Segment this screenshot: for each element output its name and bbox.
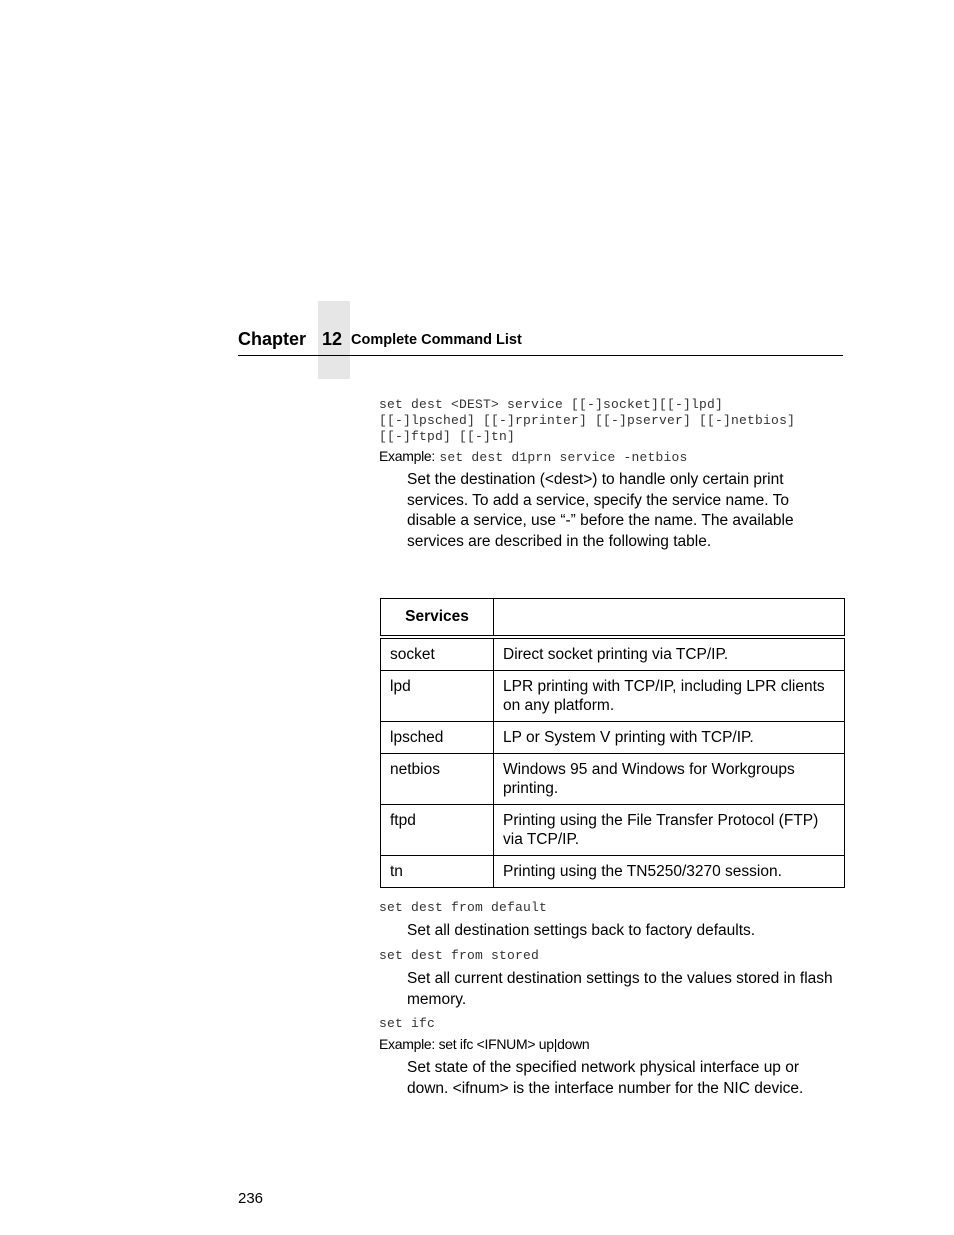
service-name-cell: lpsched <box>381 722 494 754</box>
service-description-cell: Windows 95 and Windows for Workgroups printing. <box>494 754 845 805</box>
service-description-cell: LPR printing with TCP/IP, including LPR clients on any platform. <box>494 671 845 722</box>
ifc-example <box>379 1036 589 1052</box>
chapter-title: Complete Command List <box>351 332 522 348</box>
service-name-cell: lpd <box>381 671 494 722</box>
description-line: services. To add a service, specify the service name. To <box>407 491 789 509</box>
table-row <box>381 722 845 754</box>
services-table <box>380 598 845 888</box>
service-name-cell: netbios <box>381 754 494 805</box>
service-example <box>379 448 687 466</box>
service-command-syntax <box>379 397 795 445</box>
description-line: services are described in the following table. <box>407 532 712 550</box>
service-description-cell: LP or System V printing with TCP/IP. <box>494 722 845 754</box>
default-command-description: Set all destination settings back to factory defaults. <box>407 922 756 939</box>
example-label: Example: <box>379 448 435 464</box>
page-number: 236 <box>238 1190 264 1207</box>
service-description-cell: Direct socket printing via TCP/IP. <box>494 637 845 671</box>
column-header-description <box>494 599 845 638</box>
ifc-command-syntax: set ifc <box>379 1016 436 1031</box>
chapter-number: 12 <box>322 329 343 349</box>
description-line: memory. <box>407 990 467 1008</box>
table-row <box>381 805 845 856</box>
table-row <box>381 671 845 722</box>
table-row <box>381 856 845 888</box>
service-name-cell: tn <box>381 856 494 888</box>
syntax-line: [[-]lpsched] [[-]rprinter] [[-]pserver] [[-]netbios] <box>379 413 796 428</box>
syntax-line: set dest <DEST> service [[-]socket][[-]lpd] <box>379 397 724 412</box>
header-divider <box>238 355 843 356</box>
example-code: set dest d1prn service -netbios <box>439 450 688 465</box>
service-name-cell: ftpd <box>381 805 494 856</box>
ifc-command-description <box>407 1058 803 1099</box>
stored-command-description <box>407 969 833 1010</box>
description-line: Set state of the specified network physical interface up or <box>407 1059 800 1076</box>
table-row <box>381 637 845 671</box>
stored-command-syntax: set dest from stored <box>379 948 540 963</box>
service-description-cell: Printing using the TN5250/3270 session. <box>494 856 845 888</box>
description-line: disable a service, use “-” before the name. The available <box>407 512 794 529</box>
column-header-services: Services <box>381 599 494 638</box>
table-header-row <box>381 599 845 638</box>
example-text: set ifc <IFNUM> up|down <box>438 1036 590 1052</box>
description-line: Set all current destination settings to the values stored in flash <box>407 970 833 987</box>
service-description-cell: Printing using the File Transfer Protocol (FTP) via TCP/IP. <box>494 805 845 856</box>
default-command-syntax: set dest from default <box>379 900 548 915</box>
table-row <box>381 754 845 805</box>
description-line: down. <ifnum> is the interface number for the NIC device. <box>407 1079 804 1097</box>
service-name-cell: socket <box>381 637 494 671</box>
syntax-line: [[-]ftpd] [[-]tn] <box>379 429 516 444</box>
service-description <box>407 470 794 552</box>
chapter-label: Chapter <box>238 329 307 349</box>
description-line: Set the destination (<dest>) to handle only certain print <box>407 471 784 488</box>
example-label: Example: <box>379 1036 435 1052</box>
